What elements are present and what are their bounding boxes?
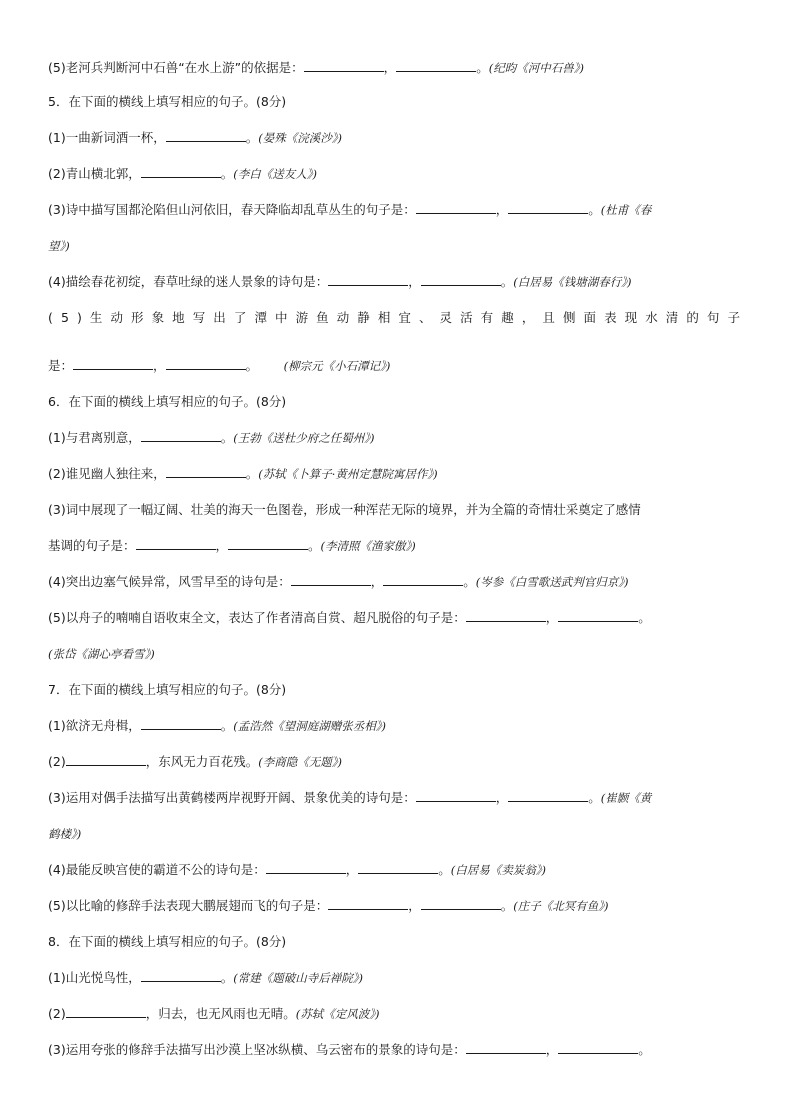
question-text: 。 <box>638 1042 651 1057</box>
source-citation: (杜甫《春 <box>600 203 652 217</box>
question-text: (4)描绘春花初绽，春草吐绿的迷人景象的诗句是： <box>48 274 329 289</box>
answer-blank[interactable] <box>328 895 408 910</box>
text-line <box>0 198 790 222</box>
question-text: 。 <box>638 610 651 625</box>
question-text: ， <box>495 790 509 805</box>
text-line <box>0 894 790 918</box>
question-text: ， <box>408 274 421 289</box>
answer-blank[interactable] <box>466 1039 546 1054</box>
source-citation: (晏殊《浣溪沙》) <box>258 131 342 145</box>
source-citation: (苏轼《卜算子·黄州定慧院寓居作》) <box>258 467 438 481</box>
text-line <box>0 786 790 810</box>
question-text: (5)以舟子的喃喃自语收束全文，表达了作者清高自赏、超凡脱俗的句子是： <box>48 610 466 625</box>
question-text: 基调的句子是： <box>48 538 136 553</box>
answer-blank[interactable] <box>421 271 501 286</box>
question-text: (2)谁见幽人独往来， <box>48 466 166 481</box>
text-line <box>0 570 790 594</box>
source-citation: (苏轼《定风波》) <box>295 1007 380 1021</box>
answer-blank[interactable] <box>141 967 221 982</box>
text-line <box>0 306 790 330</box>
question-text: 。 <box>588 202 601 217</box>
question-text: (2) <box>48 754 66 769</box>
question-text: (3)运用对偶手法描写出黄鹤楼两岸视野开阔、景象优美的诗句是： <box>48 790 416 805</box>
text-line <box>0 390 790 414</box>
question-text: ， <box>345 862 359 877</box>
question-text: 。 <box>220 430 234 445</box>
question-text: 。 <box>500 274 514 289</box>
question-text: 。 <box>463 574 476 589</box>
text-line <box>0 534 790 558</box>
question-text: (4)突出边塞气候异常，风雪早至的诗句是： <box>48 574 291 589</box>
source-citation: (孟浩然《望洞庭湖赠张丞相》) <box>233 719 386 733</box>
question-text: 6．在下面的横线上填写相应的句子。(8分) <box>48 394 287 409</box>
source-citation: (张岱《湖心亭看雪》) <box>48 647 155 661</box>
text-line <box>0 642 790 666</box>
source-citation: (李白《送友人》) <box>233 167 317 181</box>
text-line <box>0 750 790 774</box>
question-text: (3)诗中描写国都沦陷但山河依旧，春天降临却乱草丛生的句子是： <box>48 202 416 217</box>
text-line <box>0 126 790 150</box>
answer-blank[interactable] <box>416 787 496 802</box>
question-text: 7．在下面的横线上填写相应的句子。(8分) <box>48 682 287 697</box>
text-line <box>0 858 790 882</box>
text-line <box>0 462 790 486</box>
text-line <box>0 1038 790 1062</box>
source-citation: (柳宗元《小石潭记》) <box>258 359 391 373</box>
question-text: 5．在下面的横线上填写相应的句子。(8分) <box>48 94 287 109</box>
answer-blank[interactable] <box>141 163 221 178</box>
question-text: ， <box>408 898 421 913</box>
text-line <box>0 162 790 186</box>
question-text: (5)以比喻的修辞手法表现大鹏展翅而飞的句子是： <box>48 898 329 913</box>
answer-blank[interactable] <box>166 463 246 478</box>
question-text: (1)一曲新词酒一杯， <box>48 130 166 145</box>
question-text: 。 <box>245 466 259 481</box>
text-line <box>0 822 790 846</box>
text-line <box>0 354 790 378</box>
question-text: 。 <box>220 166 234 181</box>
text-line <box>0 966 790 990</box>
answer-blank[interactable] <box>466 607 546 622</box>
source-citation: (李清照《渔家傲》) <box>320 539 416 553</box>
answer-blank[interactable] <box>508 787 588 802</box>
text-line <box>0 234 790 258</box>
answer-blank[interactable] <box>396 57 476 72</box>
text-line <box>0 426 790 450</box>
source-citation: (王勃《送杜少府之任蜀州》) <box>233 431 375 445</box>
text-line <box>0 678 790 702</box>
answer-blank[interactable] <box>421 895 501 910</box>
question-text: 。 <box>220 718 234 733</box>
question-text: ，归去，也无风雨也无晴。 <box>145 1006 296 1021</box>
question-text: (5)生动形象地写出了潭中游鱼动静相宜、灵活有趣，且侧面表现水清的句子 <box>48 310 749 325</box>
answer-blank[interactable] <box>508 199 588 214</box>
answer-blank[interactable] <box>266 859 346 874</box>
question-text: ， <box>545 1042 559 1057</box>
answer-blank[interactable] <box>136 535 216 550</box>
source-citation: (李商隐《无题》) <box>258 755 342 769</box>
question-text: (1)山光悦鸟性， <box>48 970 141 985</box>
text-line <box>0 56 790 80</box>
question-text: 。 <box>476 60 489 75</box>
answer-blank[interactable] <box>66 751 146 766</box>
question-text: ， <box>370 574 384 589</box>
question-text: (3)运用夸张的修辞手法描写出沙漠上坚冰纵横、乌云密布的景象的诗句是： <box>48 1042 466 1057</box>
question-text: 。 <box>588 790 601 805</box>
question-text: 。 <box>438 862 451 877</box>
source-citation: (白居易《卖炭翁》) <box>450 863 546 877</box>
question-text: (1)与君离别意， <box>48 430 141 445</box>
text-line <box>0 270 790 294</box>
answer-blank[interactable] <box>228 535 308 550</box>
answer-blank[interactable] <box>141 715 221 730</box>
answer-blank[interactable] <box>558 607 638 622</box>
answer-blank[interactable] <box>166 127 246 142</box>
answer-blank[interactable] <box>328 271 408 286</box>
source-citation: (纪昀《河中石兽》) <box>488 61 584 75</box>
text-line <box>0 930 790 954</box>
question-text: (4)最能反映宫使的霸道不公的诗句是： <box>48 862 266 877</box>
question-text: (1)欲济无舟楫， <box>48 718 141 733</box>
question-text: 是： <box>48 358 74 373</box>
text-line <box>0 90 790 114</box>
answer-blank[interactable] <box>73 355 153 370</box>
answer-blank[interactable] <box>358 859 438 874</box>
text-line <box>0 606 790 630</box>
question-text: ， <box>153 358 166 373</box>
source-citation: (白居易《钱塘湖春行》) <box>513 275 632 289</box>
question-text: (2)青山横北郭， <box>48 166 141 181</box>
question-text: 8．在下面的横线上填写相应的句子。(8分) <box>48 934 287 949</box>
source-citation: (常建《题破山寺后禅院》) <box>233 971 363 985</box>
question-text: ，东风无力百花残。 <box>145 754 259 769</box>
question-text: ， <box>383 60 397 75</box>
question-text: (3)词中展现了一幅辽阔、壮美的海天一色图卷，形成一种浑茫无际的境界，并为全篇的奇情壮采奠定了感情 <box>48 502 641 517</box>
question-text: (5)老河兵判断河中石兽“在水上游”的依据是： <box>48 60 304 75</box>
text-line <box>0 714 790 738</box>
question-text: 。 <box>500 898 514 913</box>
answer-blank[interactable] <box>291 571 371 586</box>
text-line <box>0 1002 790 1026</box>
answer-blank[interactable] <box>416 199 496 214</box>
question-text: 。 <box>245 130 259 145</box>
answer-blank[interactable] <box>304 57 384 72</box>
question-text: ， <box>215 538 229 553</box>
text-line <box>0 498 790 522</box>
source-citation: (庄子《北冥有鱼》) <box>513 899 609 913</box>
answer-blank[interactable] <box>558 1039 638 1054</box>
source-citation: (岑参《白雪歌送武判官归京》) <box>475 575 629 589</box>
answer-blank[interactable] <box>383 571 463 586</box>
question-text: ， <box>495 202 509 217</box>
question-text: 。 <box>245 358 259 373</box>
answer-blank[interactable] <box>166 355 246 370</box>
question-text: 。 <box>308 538 321 553</box>
question-text: (2) <box>48 1006 66 1021</box>
source-citation: (崔颢《黄 <box>600 791 652 805</box>
source-citation: 鹤楼》) <box>48 827 82 841</box>
answer-blank[interactable] <box>66 1003 146 1018</box>
source-citation: 望》) <box>48 239 70 253</box>
answer-blank[interactable] <box>141 427 221 442</box>
question-text: 。 <box>220 970 234 985</box>
question-text: ， <box>545 610 559 625</box>
